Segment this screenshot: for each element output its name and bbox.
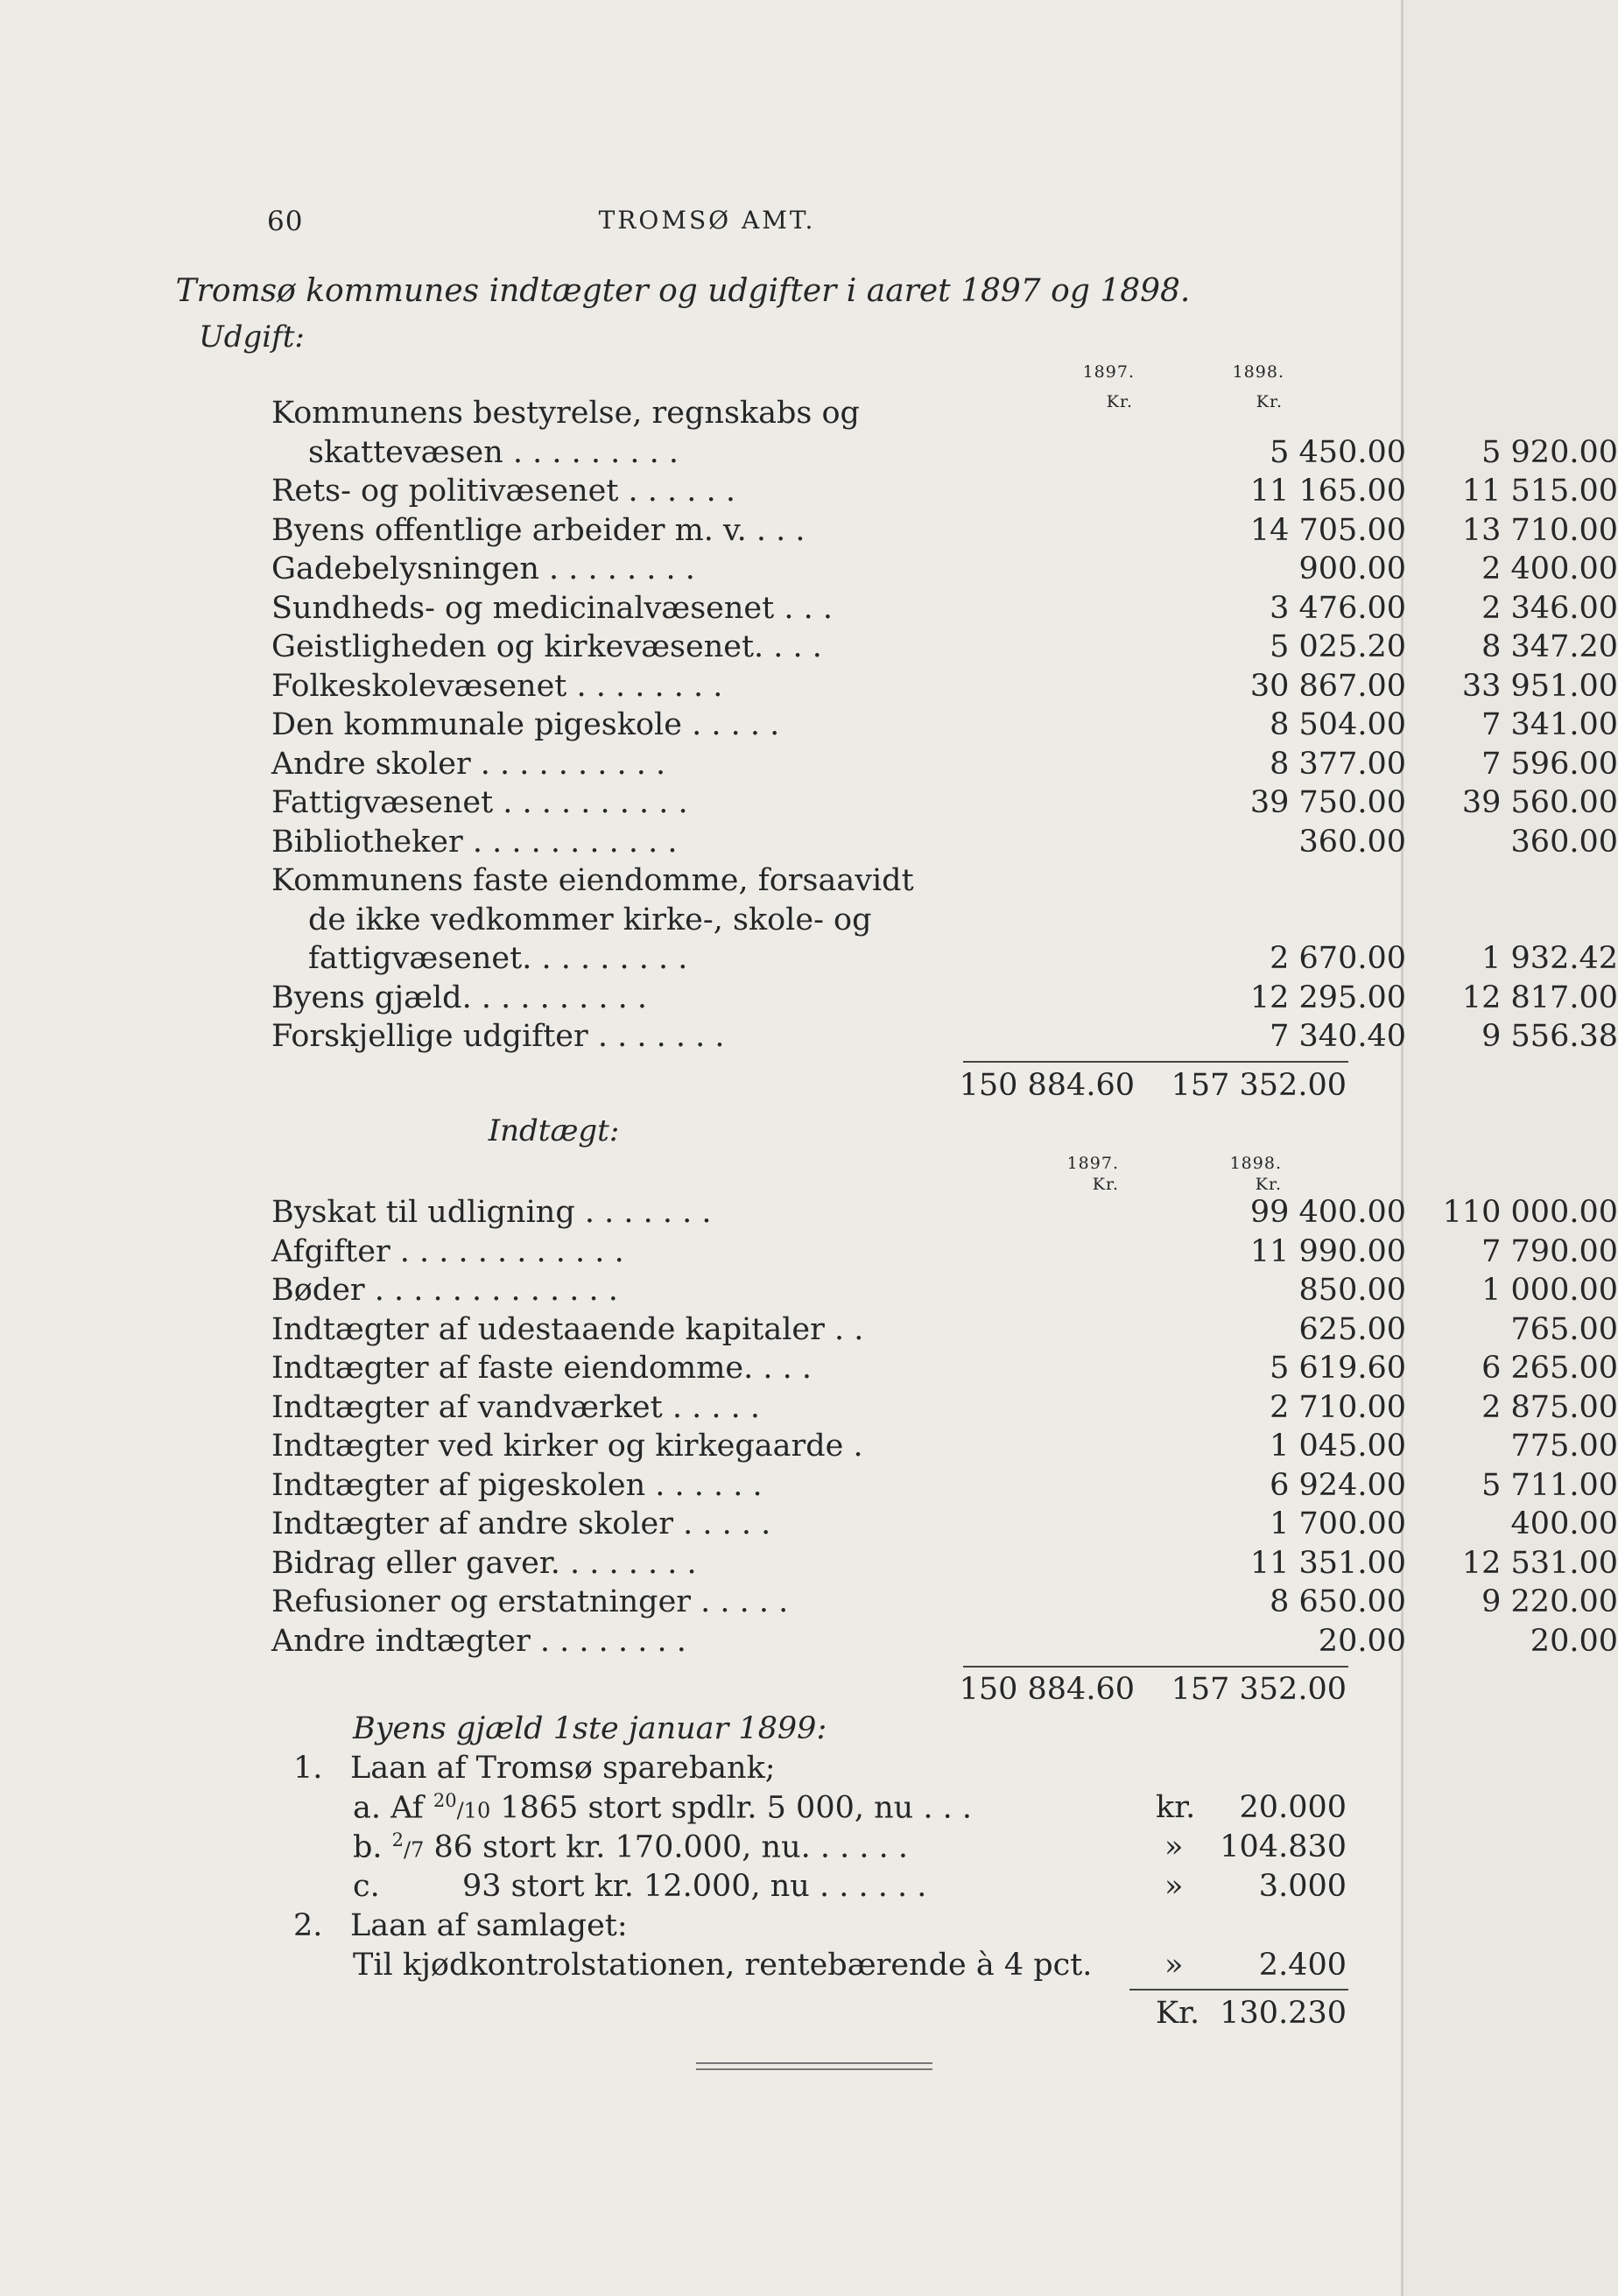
row-label: Bidrag eller gaver. . . . . . . . <box>271 1545 697 1581</box>
debt-line-a-label: a. Af <box>353 1790 433 1826</box>
debt-line-c-currency: » <box>1164 1869 1184 1904</box>
debt-line-b <box>353 1829 908 1865</box>
row-label: Indtægter af vandværket . . . . . <box>271 1389 760 1425</box>
row-label: Kommunens faste eiendomme, forsaavidt <box>271 863 914 898</box>
row-value-1897: 8 650.00 <box>1270 1584 1406 1619</box>
row-label: Indtægter af faste eiendomme. . . . <box>271 1351 813 1386</box>
debt-line-b-value: 104.830 <box>1220 1829 1347 1864</box>
running-title: TROMSØ AMT. <box>598 206 816 235</box>
row-label: Byens gjæld. . . . . . . . . . <box>271 979 647 1015</box>
row-label: Kommunens bestyrelse, regnskabs og <box>271 396 860 431</box>
debt-line-b-label: b. <box>353 1829 392 1865</box>
row-value-1898: 6 265.00 <box>1481 1351 1618 1386</box>
row-label: Refusioner og erstatninger . . . . . <box>271 1584 789 1619</box>
expenses-total-1898: 157 352.00 <box>1171 1068 1347 1103</box>
debt-item-2-currency: » <box>1164 1948 1184 1983</box>
debt-total-value: 130.230 <box>1220 1996 1347 2031</box>
row-value-1898: 765.00 <box>1510 1311 1618 1347</box>
debt-line-b-sup: 2 <box>391 1829 404 1850</box>
debt-item-2-text: Laan af samlaget: <box>350 1908 628 1943</box>
row-value-1897: 11 990.00 <box>1249 1233 1406 1269</box>
debt-line-b-text: 86 stort kr. 170.000, nu. . . . . . <box>424 1829 908 1865</box>
income-unit-1898: Kr. <box>1255 1175 1282 1194</box>
row-value-1898: 12 817.00 <box>1461 979 1618 1015</box>
row-label: fattigvæsenet. . . . . . . . . <box>308 941 688 976</box>
row-value-1898: 2 400.00 <box>1481 551 1618 586</box>
row-value-1897: 1 045.00 <box>1270 1429 1406 1464</box>
row-value-1898: 5 920.00 <box>1481 434 1618 470</box>
expenses-year-1898: 1898. <box>1232 362 1284 382</box>
row-label: Gadebelysningen . . . . . . . . <box>271 551 695 586</box>
expenses-heading: Udgift: <box>199 319 305 355</box>
debt-line-c-label: c. <box>353 1869 380 1904</box>
row-label: Den kommunale pigeskole . . . . . <box>271 707 780 742</box>
row-value-1898: 110 000.00 <box>1442 1195 1618 1230</box>
debt-heading: Byens gjæld 1ste januar 1899: <box>353 1711 827 1746</box>
row-value-1898: 2 346.00 <box>1481 590 1618 626</box>
row-label: Forskjellige udgifter . . . . . . . <box>271 1019 725 1054</box>
row-value-1898: 13 710.00 <box>1461 512 1618 548</box>
row-value-1898: 9 556.38 <box>1481 1019 1618 1054</box>
row-value-1897: 14 705.00 <box>1249 512 1406 548</box>
debt-item-1-number: 1. <box>293 1751 323 1786</box>
end-rule-bottom <box>696 2068 932 2070</box>
row-label: Andre indtægter . . . . . . . . <box>271 1623 686 1659</box>
row-value-1897: 2 710.00 <box>1270 1389 1406 1425</box>
row-label: Indtægter af pigeskolen . . . . . . <box>271 1467 763 1503</box>
debt-item-2-sub: Til kjødkontrolstationen, rentebærende à 4 pct. <box>353 1948 1093 1983</box>
debt-line-a-text: 1865 stort spdlr. 5 000, nu . . . <box>490 1790 972 1826</box>
row-value-1897: 5 450.00 <box>1270 434 1406 470</box>
income-year-1897: 1897. <box>1066 1154 1119 1173</box>
row-value-1898: 1 932.42 <box>1481 941 1618 976</box>
row-value-1898: 360.00 <box>1510 824 1618 860</box>
income-total-1898: 157 352.00 <box>1171 1672 1347 1707</box>
row-label: Afgifter . . . . . . . . . . . . <box>271 1233 624 1269</box>
row-value-1897: 30 867.00 <box>1249 668 1406 704</box>
row-value-1898: 39 560.00 <box>1461 785 1618 820</box>
row-value-1898: 12 531.00 <box>1461 1545 1618 1581</box>
debt-line-b-currency: » <box>1164 1829 1184 1864</box>
expenses-total-1897: 150 884.60 <box>959 1068 1135 1103</box>
row-value-1898: 5 711.00 <box>1481 1467 1618 1503</box>
debt-item-2-value: 2.400 <box>1258 1948 1347 1983</box>
row-value-1897: 7 340.40 <box>1270 1019 1406 1054</box>
debt-item-2-number: 2. <box>293 1908 323 1943</box>
row-value-1898: 2 875.00 <box>1481 1389 1618 1425</box>
row-label: Folkeskolevæsenet . . . . . . . . <box>271 668 723 704</box>
income-heading: Indtægt: <box>488 1113 620 1148</box>
row-value-1897: 850.00 <box>1298 1273 1406 1308</box>
row-label: Andre skoler . . . . . . . . . . <box>271 746 666 782</box>
page-number: 60 <box>267 206 304 237</box>
row-label: Indtægter ved kirker og kirkegaarde . <box>271 1429 863 1464</box>
row-label: Indtægter af udestaaende kapitaler . . <box>271 1311 864 1347</box>
debt-line-a-sub: /10 <box>456 1798 491 1823</box>
income-unit-1897: Kr. <box>1092 1175 1119 1194</box>
debt-line-a-currency: kr. <box>1156 1790 1196 1825</box>
row-value-1897: 5 619.60 <box>1270 1351 1406 1386</box>
row-value-1898: 400.00 <box>1510 1506 1618 1541</box>
row-label: de ikke vedkommer kirke-, skole- og <box>308 902 872 937</box>
row-value-1897: 6 924.00 <box>1270 1467 1406 1503</box>
row-value-1898: 9 220.00 <box>1481 1584 1618 1619</box>
income-sum-line <box>963 1666 1348 1668</box>
row-label: Bibliotheker . . . . . . . . . . . <box>271 824 678 860</box>
row-label: Geistligheden og kirkevæsenet. . . . <box>271 629 822 664</box>
debt-line-a <box>353 1790 972 1826</box>
document-title: Tromsø kommunes indtægter og udgifter i aaret 1897 og 1898. <box>175 273 1191 309</box>
row-value-1897: 8 377.00 <box>1270 746 1406 782</box>
row-value-1898: 775.00 <box>1510 1429 1618 1464</box>
row-value-1897: 39 750.00 <box>1249 785 1406 820</box>
row-value-1897: 625.00 <box>1298 1311 1406 1347</box>
debt-line-c-text: 93 stort kr. 12.000, nu . . . . . . <box>462 1869 927 1904</box>
row-value-1898: 7 341.00 <box>1481 707 1618 742</box>
row-value-1897: 900.00 <box>1298 551 1406 586</box>
income-year-1898: 1898. <box>1229 1154 1282 1173</box>
row-value-1897: 3 476.00 <box>1270 590 1406 626</box>
row-value-1897: 11 165.00 <box>1249 474 1406 509</box>
row-value-1897: 2 670.00 <box>1270 941 1406 976</box>
debt-sum-line <box>1129 1989 1348 1991</box>
row-value-1898: 7 790.00 <box>1481 1233 1618 1269</box>
end-rule-top <box>696 2062 932 2064</box>
row-value-1897: 360.00 <box>1298 824 1406 860</box>
row-value-1897: 12 295.00 <box>1249 979 1406 1015</box>
row-label: Byens offentlige arbeider m. v. . . . <box>271 512 805 548</box>
row-label: Bøder . . . . . . . . . . . . . <box>271 1273 618 1308</box>
row-value-1898: 20.00 <box>1530 1623 1618 1659</box>
row-label: skattevæsen . . . . . . . . . <box>308 434 679 470</box>
row-label: Indtægter af andre skoler . . . . . <box>271 1506 771 1541</box>
row-label: Fattigvæsenet . . . . . . . . . . <box>271 785 688 820</box>
row-value-1897: 11 351.00 <box>1249 1545 1406 1581</box>
row-value-1898: 1 000.00 <box>1481 1273 1618 1308</box>
row-value-1897: 8 504.00 <box>1270 707 1406 742</box>
row-label: Byskat til udligning . . . . . . . <box>271 1195 712 1230</box>
row-value-1898: 8 347.20 <box>1481 629 1618 664</box>
row-value-1897: 20.00 <box>1318 1623 1406 1659</box>
debt-total-currency: Kr. <box>1156 1996 1200 2031</box>
debt-line-c-value: 3.000 <box>1258 1869 1347 1904</box>
row-value-1898: 7 596.00 <box>1481 746 1618 782</box>
debt-item-1-text: Laan af Tromsø sparebank; <box>350 1751 776 1786</box>
row-label: Sundheds- og medicinalvæsenet . . . <box>271 590 833 626</box>
income-total-1897: 150 884.60 <box>959 1672 1135 1707</box>
row-label: Rets- og politivæsenet . . . . . . <box>271 474 735 509</box>
debt-line-b-sub: /7 <box>404 1837 425 1863</box>
row-value-1897: 1 700.00 <box>1270 1506 1406 1541</box>
row-value-1898: 11 515.00 <box>1461 474 1618 509</box>
row-value-1898: 33 951.00 <box>1461 668 1618 704</box>
debt-line-a-sup: 20 <box>433 1790 457 1811</box>
expenses-year-1897: 1897. <box>1082 362 1135 382</box>
expenses-sum-line <box>963 1061 1348 1063</box>
expenses-unit-1897: Kr. <box>1106 392 1133 411</box>
expenses-unit-1898: Kr. <box>1256 392 1283 411</box>
row-value-1897: 5 025.20 <box>1270 629 1406 664</box>
debt-line-a-value: 20.000 <box>1239 1790 1347 1825</box>
row-value-1897: 99 400.00 <box>1249 1195 1406 1230</box>
